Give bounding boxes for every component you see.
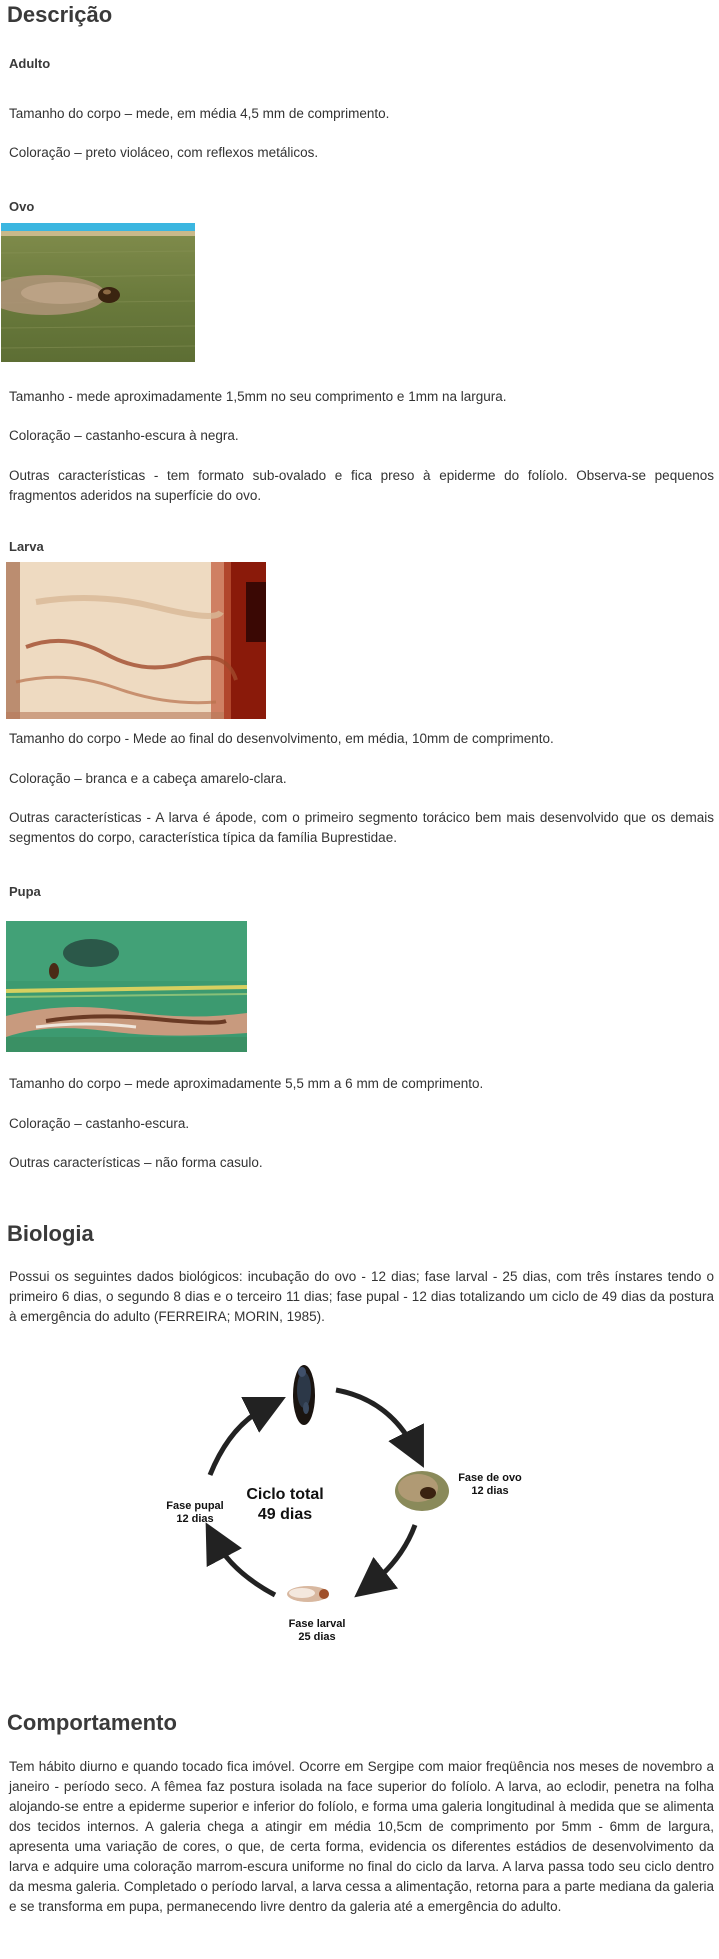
- heading-adulto: Adulto: [9, 56, 51, 71]
- life-cycle-diagram: [160, 1350, 560, 1650]
- heading-pupa: Pupa: [9, 884, 41, 899]
- fase-larval-label: Fase larval 25 dias: [288, 1618, 346, 1643]
- larva-image: [287, 1586, 329, 1602]
- ovo-photo: [1, 223, 195, 362]
- pupa-photo: [6, 921, 247, 1052]
- arrow-pupa-to-adult: [210, 1406, 268, 1475]
- heading-ovo: Ovo: [9, 199, 35, 214]
- fase-ovo-label: Fase de ovo 12 dias: [458, 1472, 522, 1497]
- ovo-tamanho: Tamanho - mede aproximadamente 1,5mm no seu comprimento e 1mm na largura.: [9, 389, 507, 404]
- egg-image: [395, 1471, 449, 1511]
- section-title-descricao: Descrição: [7, 2, 113, 27]
- arrow-adult-to-egg: [336, 1390, 415, 1450]
- adulto-coloracao: Coloração – preto violáceo, com reflexos metálicos.: [9, 145, 319, 160]
- pupa-outras: Outras características – não forma casulo.: [9, 1155, 263, 1170]
- ovo-coloracao: Coloração – castanho-escura à negra.: [9, 428, 239, 443]
- comportamento-text: Tem hábito diurno e quando tocado fica imóvel. Ocorre em Sergipe com maior freqüência nos meses de novembro a janeiro - período seco. A fêmea faz postura isolada na face superior do folíolo. A larva, ao eclodir, penetra na folha alojando-se entre a epiderme superior e inferior do folíolo, e forma uma galeria longitudinal à medida que se alimenta dos tecidos internos. A galeria chega a atingir em média 10,5cm de comprimento por 5mm - 6mm de largura, apresenta uma variação de cores, o que, de certa forma, evidencia os diferentes estádios de desenvolvimento da larva e adquire uma coloração marrom-escura uniforme no final do ciclo da larva. A larva passa todo seu ciclo dentro da mesma galeria. Completado o período larval, a larva cessa a alimentação, retorna para a parte mediana da galeria e se transforma em pupa, permanecendo livre dentro da galeria até a emergência do adulto.: [9, 1759, 714, 1914]
- adulto-tamanho: Tamanho do corpo – mede, em média 4,5 mm de comprimento.: [9, 106, 390, 121]
- biologia-text: Possui os seguintes dados biológicos: incubação do ovo - 12 dias; fase larval - 25 dias, com três ínstares tendo o primeiro 6 dias, o segundo 8 dias e o terceiro 11 dias; fase pupal - 12 dias totalizando um ciclo de 49 dias da postura à emergência do adulto (FERREIRA; MORIN, 1985).: [9, 1269, 714, 1324]
- larva-photo: [6, 562, 266, 719]
- section-title-biologia: Biologia: [7, 1221, 94, 1246]
- cycle-total-label: Ciclo total 49 dias: [246, 1486, 324, 1523]
- ovo-outras: Outras características - tem formato sub-ovalado e fica preso à epiderme do folíolo. Observa-se pequenos fragmentos aderidos na superfície do ovo.: [9, 468, 714, 503]
- larva-tamanho: Tamanho do corpo - Mede ao final do desenvolvimento, em média, 10mm de comprimento.: [9, 731, 554, 746]
- fase-pupal-label: Fase pupal 12 dias: [166, 1500, 224, 1525]
- section-title-comportamento: Comportamento: [7, 1710, 177, 1735]
- arrow-larva-to-pupa: [215, 1540, 275, 1595]
- adult-beetle-image: [293, 1365, 315, 1425]
- larva-coloracao: Coloração – branca e a cabeça amarelo-clara.: [9, 771, 287, 786]
- larva-outras: Outras características - A larva é ápode, com o primeiro segmento torácico bem mais desenvolvido que os demais segmentos do corpo, característica típica da família Buprestidae.: [9, 810, 714, 845]
- pupa-tamanho: Tamanho do corpo – mede aproximadamente 5,5 mm a 6 mm de comprimento.: [9, 1076, 484, 1091]
- arrow-egg-to-larva: [370, 1525, 415, 1585]
- pupa-coloracao: Coloração – castanho-escura.: [9, 1116, 190, 1131]
- heading-larva: Larva: [9, 539, 44, 554]
